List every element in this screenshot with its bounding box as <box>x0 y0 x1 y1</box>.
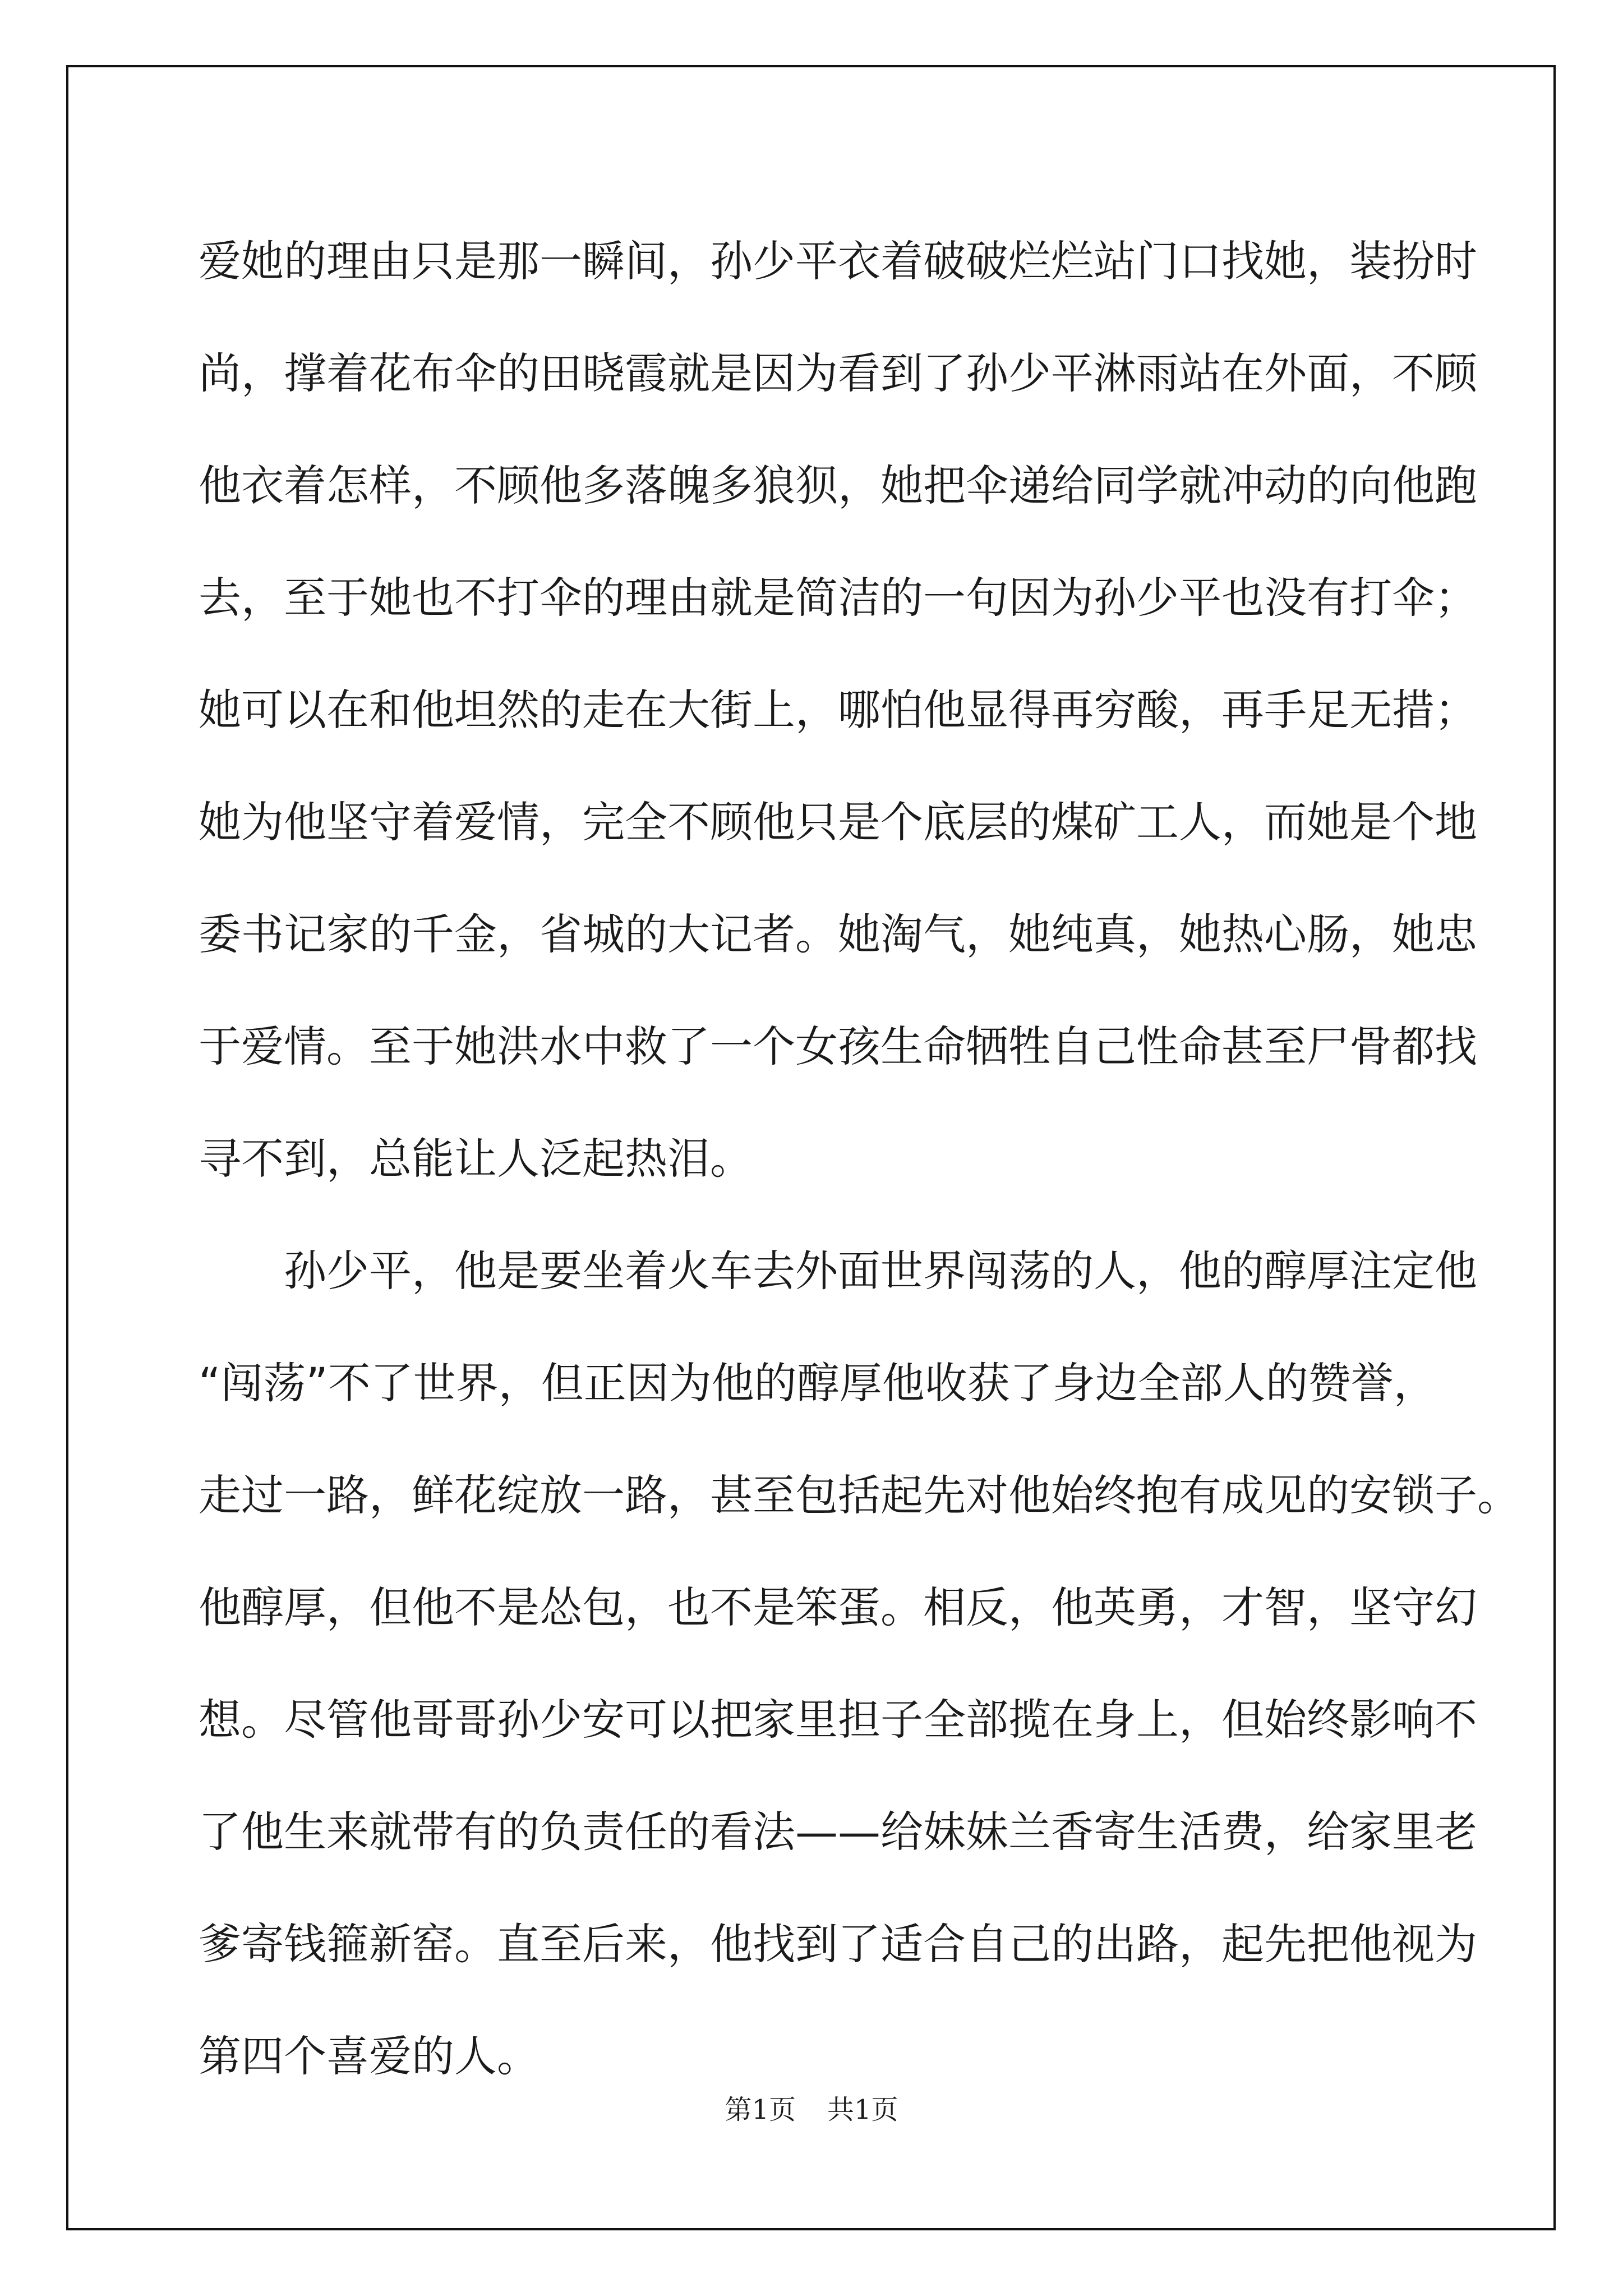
document-body <box>199 205 1520 2113</box>
text-line: 她为他坚守着爱情，完全不顾他只是个底层的煤矿工人，而她是个地 <box>199 797 1477 847</box>
text-line: 爹寄钱箍新窑。直至后来，他找到了适合自己的出路，起先把他视为 <box>199 1919 1477 1969</box>
text-line: 第四个喜爱的人。 <box>199 2031 540 2081</box>
text-line: 了他生来就带有的负责任的看法——给妹妹兰香寄生活费，给家里老 <box>199 1807 1477 1857</box>
text-line: 于爱情。至于她洪水中救了一个女孩生命牺牲自己性命甚至尸骨都找 <box>199 1022 1477 1071</box>
text-line: 尚，撑着花布伞的田晓霞就是因为看到了孙少平淋雨站在外面，不顾 <box>199 348 1477 398</box>
text-line: 他衣着怎样，不顾他多落魄多狼狈，她把伞递给同学就冲动的向他跑 <box>199 461 1477 510</box>
text-line: 孙少平，他是要坐着火车去外面世界闯荡的人，他的醇厚注定他 <box>284 1246 1477 1296</box>
text-line: “闯荡”不了世界，但正因为他的醇厚他收获了身边全部人的赞誉， <box>199 1358 1436 1408</box>
page-number: 第1页 <box>725 2094 796 2125</box>
page-footer <box>0 2088 1623 2127</box>
text-line: 想。尽管他哥哥孙少安可以把家里担子全部揽在身上，但始终影响不 <box>199 1695 1477 1745</box>
text-line: 他醇厚，但他不是怂包，也不是笨蛋。相反，他英勇，才智，坚守幻 <box>199 1582 1477 1632</box>
paragraph <box>199 205 1477 1215</box>
text-line: 去，至于她也不打伞的理由就是简洁的一句因为孙少平也没有打伞； <box>199 573 1477 623</box>
text-line: 委书记家的千金，省城的大记者。她淘气，她纯真，她热心肠，她忠 <box>199 909 1477 959</box>
paragraph <box>199 1215 1520 2113</box>
text-line: 寻不到，总能让人泛起热泪。 <box>199 1134 753 1184</box>
text-line: 走过一路，鲜花绽放一路，甚至包括起先对他始终抱有成见的安锁子。 <box>199 1470 1520 1520</box>
page-total: 共1页 <box>827 2094 898 2125</box>
text-line: 爱她的理由只是那一瞬间，孙少平衣着破破烂烂站门口找她，装扮时 <box>199 236 1477 286</box>
text-line: 她可以在和他坦然的走在大街上，哪怕他显得再穷酸，再手足无措； <box>199 685 1477 735</box>
